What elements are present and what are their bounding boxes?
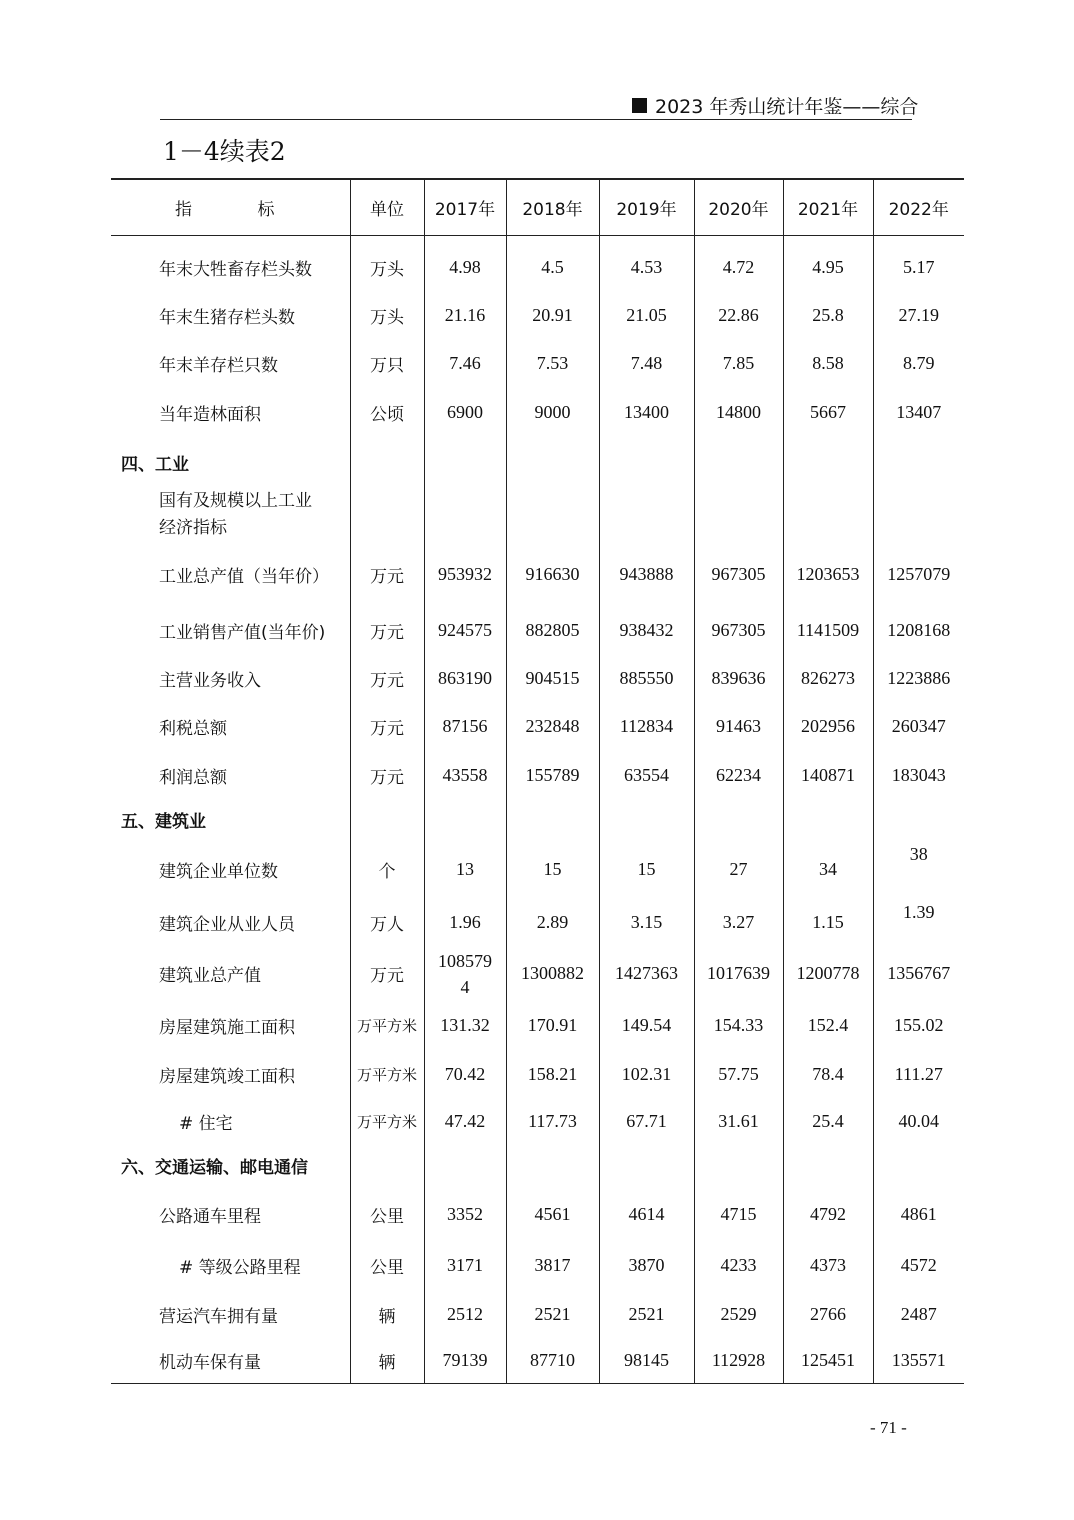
value-cell: 21.16: [424, 291, 506, 339]
value-cell: 1200778: [783, 947, 873, 1000]
unit-cell: 万头: [350, 291, 424, 339]
unit-cell: 万元: [350, 702, 424, 751]
value-cell: [873, 799, 964, 840]
unit-cell: 万元: [350, 606, 424, 654]
year-column-header: 2021年: [783, 179, 873, 235]
indicator-label: # 住宅: [179, 1113, 233, 1134]
indicator-label: 公路通车里程: [159, 1206, 261, 1227]
section-row: [111, 799, 964, 840]
value-cell: 25.8: [783, 291, 873, 339]
value-cell: 155789: [506, 751, 599, 799]
value-cell: 131.32: [424, 1000, 506, 1050]
value-cell: 111.27: [873, 1050, 964, 1098]
value-cell: 5.17: [873, 235, 964, 291]
value-cell: 79139: [424, 1339, 506, 1383]
table-body: [111, 235, 964, 1383]
value-cell: 1.15: [783, 898, 873, 947]
table-row: [111, 898, 964, 947]
value-cell: 826273: [783, 654, 873, 702]
year-column-header: 2022年: [873, 179, 964, 235]
value-cell: [506, 799, 599, 840]
unit-cell: 万元: [350, 751, 424, 799]
value-cell: 1.96: [424, 898, 506, 947]
value-cell: 183043: [873, 751, 964, 799]
table-row: [111, 947, 964, 1000]
value-cell: 4715: [694, 1187, 783, 1241]
value-cell: 885550: [599, 654, 694, 702]
table-row: [111, 339, 964, 388]
unit-cell: 万平方米: [350, 1050, 424, 1098]
table-row: [111, 1339, 964, 1383]
value-cell: 2766: [783, 1290, 873, 1339]
unit-column-header: 单位: [350, 179, 424, 235]
value-cell: 2487: [873, 1290, 964, 1339]
value-cell: 967305: [694, 542, 783, 606]
value-cell: 943888: [599, 542, 694, 606]
year-column-header: 2018年: [506, 179, 599, 235]
value-cell: 863190: [424, 654, 506, 702]
value-cell: 4233: [694, 1241, 783, 1290]
page-number: - 71 -: [870, 1418, 907, 1437]
value-cell: 4792: [783, 1187, 873, 1241]
value-cell: 9000: [506, 388, 599, 437]
value-cell: 4.53: [599, 235, 694, 291]
unit-cell: 万元: [350, 542, 424, 606]
table-row: [111, 235, 964, 291]
value-cell: 15: [506, 840, 599, 898]
value-cell: 2512: [424, 1290, 506, 1339]
value-cell: 15: [599, 840, 694, 898]
value-cell: 70.42: [424, 1050, 506, 1098]
value-cell: 22.86: [694, 291, 783, 339]
value-cell: [424, 1144, 506, 1187]
value-cell: 4572: [873, 1241, 964, 1290]
value-cell: 2521: [599, 1290, 694, 1339]
running-header-text: 2023 年秀山统计年鉴——综合: [655, 96, 919, 118]
indicator-label: 年末大牲畜存栏头数: [159, 259, 312, 280]
value-cell: 57.75: [694, 1050, 783, 1098]
value-cell: [694, 437, 783, 488]
value-cell: 3.15: [599, 898, 694, 947]
value-cell: 202956: [783, 702, 873, 751]
running-header: [632, 92, 922, 119]
value-cell: 4561: [506, 1187, 599, 1241]
value-cell: [424, 799, 506, 840]
value-cell: 916630: [506, 542, 599, 606]
value-cell: 38: [873, 840, 964, 898]
unit-cell: 辆: [350, 1339, 424, 1383]
value-cell: 1257079: [873, 542, 964, 606]
section-row: [111, 1144, 964, 1187]
unit-cell: 万元: [350, 947, 424, 1000]
value-cell: [506, 437, 599, 488]
value-cell: 27: [694, 840, 783, 898]
value-cell: 87710: [506, 1339, 599, 1383]
table-row: [111, 1098, 964, 1144]
indicator-label: 利润总额: [159, 767, 227, 788]
value-cell: 3870: [599, 1241, 694, 1290]
value-cell: 112928: [694, 1339, 783, 1383]
indicator-label-line: 经济指标: [159, 518, 227, 538]
value-cell: 4.72: [694, 235, 783, 291]
value-cell: 4.95: [783, 235, 873, 291]
header-rule: [160, 119, 912, 120]
value-cell: 7.53: [506, 339, 599, 388]
value-cell: [424, 488, 506, 542]
value-cell: 7.46: [424, 339, 506, 388]
unit-cell: [350, 488, 424, 542]
value-cell: 3.27: [694, 898, 783, 947]
value-cell: 98145: [599, 1339, 694, 1383]
value-cell: 31.61: [694, 1098, 783, 1144]
value-cell: 1427363: [599, 947, 694, 1000]
unit-cell: [350, 1144, 424, 1187]
value-cell: 6900: [424, 388, 506, 437]
indicator-label-line: 国有及规模以上工业: [159, 491, 312, 511]
table-row: [111, 840, 964, 898]
value-cell: 13407: [873, 388, 964, 437]
unit-cell: 万平方米: [350, 1098, 424, 1144]
table-row: [111, 542, 964, 606]
value-cell: 232848: [506, 702, 599, 751]
unit-cell: 万元: [350, 654, 424, 702]
value-cell: [694, 488, 783, 542]
value-cell: 5667: [783, 388, 873, 437]
indicator-column-header: 指 标: [111, 179, 350, 235]
value-line: 4: [460, 976, 470, 997]
statistics-table: [111, 178, 964, 1384]
indicator-label: 主营业务收入: [159, 670, 261, 691]
unit-cell: 万人: [350, 898, 424, 947]
value-cell: 67.71: [599, 1098, 694, 1144]
unit-cell: 万平方米: [350, 1000, 424, 1050]
table-row: [111, 1290, 964, 1339]
value-cell: [783, 799, 873, 840]
value-cell: 125451: [783, 1339, 873, 1383]
value-cell: 839636: [694, 654, 783, 702]
value-cell: 1017639: [694, 947, 783, 1000]
value-cell: 40.04: [873, 1098, 964, 1144]
value-cell: 2.89: [506, 898, 599, 947]
value-cell: 62234: [694, 751, 783, 799]
indicator-label: 建筑企业单位数: [159, 861, 278, 882]
table-row: [111, 1000, 964, 1050]
value-cell: 1203653: [783, 542, 873, 606]
section-label: 六、交通运输、邮电通信: [121, 1158, 308, 1178]
value-cell: 2521: [506, 1290, 599, 1339]
value-cell: 21.05: [599, 291, 694, 339]
table-header-row: [111, 179, 964, 235]
value-cell: 3817: [506, 1241, 599, 1290]
value-cell: 87156: [424, 702, 506, 751]
section-label: 四、工业: [121, 455, 189, 475]
value-cell: 27.19: [873, 291, 964, 339]
value-cell: 158.21: [506, 1050, 599, 1098]
value-cell: 135571: [873, 1339, 964, 1383]
value-cell: [424, 437, 506, 488]
value-cell: 2529: [694, 1290, 783, 1339]
value-cell: [873, 1144, 964, 1187]
table-row: [111, 702, 964, 751]
value-cell: 953932: [424, 542, 506, 606]
value-cell: 3352: [424, 1187, 506, 1241]
table-row: [111, 654, 964, 702]
section-label: 五、建筑业: [121, 812, 206, 832]
statistics-table-container: [111, 178, 964, 1384]
table-row: [111, 606, 964, 654]
value-cell: 13: [424, 840, 506, 898]
value-cell: [873, 488, 964, 542]
table-row: [111, 1050, 964, 1098]
value-cell: 47.42: [424, 1098, 506, 1144]
value-cell: [599, 488, 694, 542]
indicator-label: 建筑业总产值: [159, 966, 261, 986]
black-square-icon: [632, 98, 647, 113]
value-cell: 13400: [599, 388, 694, 437]
unit-cell: [350, 437, 424, 488]
value-cell: 260347: [873, 702, 964, 751]
indicator-label: 年末生猪存栏头数: [159, 307, 295, 328]
indicator-label: 机动车保有量: [111, 1339, 350, 1383]
indicator-label: 建筑企业从业人员: [159, 915, 295, 935]
value-cell: 938432: [599, 606, 694, 654]
unit-cell: 个: [350, 840, 424, 898]
value-cell: [783, 437, 873, 488]
value-cell: 7.85: [694, 339, 783, 388]
value-cell: 904515: [506, 654, 599, 702]
value-cell: [599, 1144, 694, 1187]
value-cell: 8.79: [873, 339, 964, 388]
value-line: 108579: [438, 950, 492, 971]
value-cell: [694, 1144, 783, 1187]
unit-cell: 公里: [350, 1187, 424, 1241]
value-cell: 155.02: [873, 1000, 964, 1050]
value-cell: 4.98: [424, 235, 506, 291]
unit-cell: 公顷: [350, 388, 424, 437]
value-cell: 170.91: [506, 1000, 599, 1050]
table-row: [111, 1241, 964, 1290]
value-cell: [783, 1144, 873, 1187]
table-row: [111, 388, 964, 437]
value-cell: 117.73: [506, 1098, 599, 1144]
section-row: [111, 437, 964, 488]
value-cell: 14800: [694, 388, 783, 437]
value-cell: [506, 1144, 599, 1187]
group-label-row: [111, 488, 964, 542]
value-cell: 43558: [424, 751, 506, 799]
indicator-label: 营运汽车拥有量: [159, 1307, 278, 1327]
value-cell: 154.33: [694, 1000, 783, 1050]
value-cell: [506, 488, 599, 542]
unit-cell: 公里: [350, 1241, 424, 1290]
indicator-label: 工业总产值（当年价）: [159, 566, 329, 587]
indicator-label: 房屋建筑施工面积: [159, 1017, 295, 1038]
value-cell: 1356767: [873, 947, 964, 1000]
table-title: 1－4续表2: [163, 137, 286, 166]
value-cell: 20.91: [506, 291, 599, 339]
indicator-label: 房屋建筑竣工面积: [159, 1066, 295, 1087]
value-cell: [694, 799, 783, 840]
unit-cell: 万头: [350, 235, 424, 291]
value-cell: 78.4: [783, 1050, 873, 1098]
value-cell: 924575: [424, 606, 506, 654]
indicator-label: # 等级公路里程: [179, 1258, 301, 1278]
value-cell: [873, 437, 964, 488]
value-cell: 882805: [506, 606, 599, 654]
value-cell: [424, 947, 506, 1000]
value-cell: 102.31: [599, 1050, 694, 1098]
table-row: [111, 291, 964, 339]
value-cell: 4373: [783, 1241, 873, 1290]
indicator-label: 当年造林面积: [159, 405, 261, 425]
value-cell: 4.5: [506, 235, 599, 291]
value-cell: 112834: [599, 702, 694, 751]
value-cell: 34: [783, 840, 873, 898]
value-cell: 4861: [873, 1187, 964, 1241]
value-cell: 1.39: [873, 898, 964, 947]
value-cell: 63554: [599, 751, 694, 799]
year-column-header: 2019年: [599, 179, 694, 235]
unit-cell: 辆: [350, 1290, 424, 1339]
value-cell: 1141509: [783, 606, 873, 654]
value-cell: [599, 799, 694, 840]
value-cell: 8.58: [783, 339, 873, 388]
value-cell: 91463: [694, 702, 783, 751]
year-column-header: 2020年: [694, 179, 783, 235]
year-column-header: 2017年: [424, 179, 506, 235]
value-cell: 967305: [694, 606, 783, 654]
indicator-label: 工业销售产值(当年价): [159, 622, 326, 643]
unit-cell: [350, 799, 424, 840]
table-row: [111, 1187, 964, 1241]
table-row: [111, 751, 964, 799]
unit-cell: 万只: [350, 339, 424, 388]
indicator-label: 年末羊存栏只数: [159, 356, 278, 376]
value-cell: [783, 488, 873, 542]
value-cell: 152.4: [783, 1000, 873, 1050]
value-cell: 3171: [424, 1241, 506, 1290]
indicator-label: [111, 488, 350, 542]
value-cell: 149.54: [599, 1000, 694, 1050]
value-cell: 4614: [599, 1187, 694, 1241]
value-cell: 1223886: [873, 654, 964, 702]
value-cell: 1300882: [506, 947, 599, 1000]
value-cell: 7.48: [599, 339, 694, 388]
value-cell: 140871: [783, 751, 873, 799]
value-cell: 25.4: [783, 1098, 873, 1144]
value-cell: [599, 437, 694, 488]
indicator-label: 利税总额: [159, 719, 227, 739]
value-cell: 1208168: [873, 606, 964, 654]
